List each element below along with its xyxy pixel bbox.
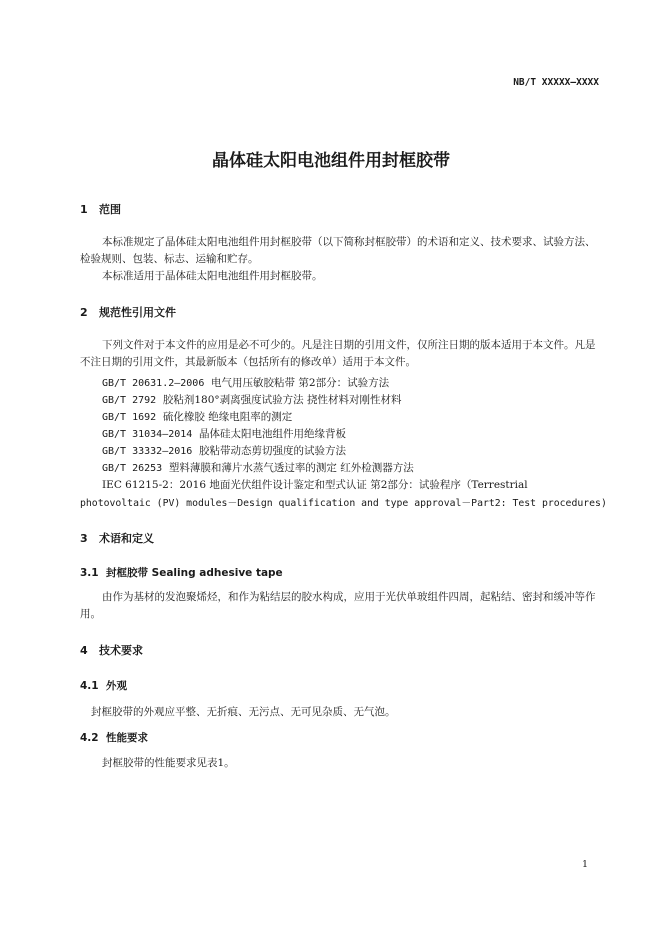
section-title: 技术要求 bbox=[99, 644, 143, 657]
subsection-title: 封框胶带 Sealing adhesive tape bbox=[106, 567, 283, 579]
standard-code: NB/T XXXXX—XXXX bbox=[513, 77, 599, 88]
subsection-number: 4.2 bbox=[80, 732, 99, 744]
subsection-3-1-heading bbox=[80, 565, 283, 580]
section-1-heading bbox=[80, 201, 121, 217]
section-title: 术语和定义 bbox=[99, 532, 154, 545]
section-number: 3 bbox=[80, 532, 88, 545]
subsection-title: 外观 bbox=[106, 680, 127, 692]
section-2-intro: 下列文件对于本文件的应用是必不可少的。凡是注日期的引用文件，仅所注日期的版本适用于本文件。凡是不注日期的引用文件，其最新版本（包括所有的修改单）适用于本文件。 bbox=[80, 339, 596, 368]
reference-item: GB/T 33332—2016 胶粘带动态剪切强度的试验方法 bbox=[102, 445, 346, 457]
subsection-number: 4.1 bbox=[80, 680, 99, 692]
section-number: 4 bbox=[80, 644, 88, 657]
subsection-4-2-body: 封框胶带的性能要求见表1。 bbox=[102, 757, 235, 769]
subsection-4-1-heading bbox=[80, 678, 127, 693]
section-4-heading bbox=[80, 642, 143, 658]
reference-item-iec-line-1: IEC 61215-2：2016 地面光伏组件设计鉴定和型式认证 第2部分：试验程序（Terrestrial bbox=[102, 479, 528, 491]
reference-item: GB/T 1692 硫化橡胶 绝缘电阻率的测定 bbox=[102, 411, 293, 423]
subsection-title: 性能要求 bbox=[106, 732, 148, 744]
document-title: 晶体硅太阳电池组件用封框胶带 bbox=[212, 151, 450, 171]
subsection-number: 3.1 bbox=[80, 567, 99, 579]
subsection-4-1-body: 封框胶带的外观应平整、无折痕、无污点、无可见杂质、无气泡。 bbox=[91, 706, 396, 718]
section-3-heading bbox=[80, 530, 154, 546]
page-number: 1 bbox=[581, 859, 588, 870]
reference-item: GB/T 20631.2—2006 电气用压敏胶粘带 第2部分：试验方法 bbox=[102, 377, 390, 389]
section-1-paragraph-1: 本标准规定了晶体硅太阳电池组件用封框胶带（以下简称封框胶带）的术语和定义、技术要求、试验方法、检验规则、包装、标志、运输和贮存。 bbox=[80, 236, 596, 265]
reference-item: GB/T 26253 塑料薄膜和薄片水蒸气透过率的测定 红外检测器方法 bbox=[102, 462, 414, 474]
section-2-heading bbox=[80, 304, 176, 320]
section-title: 规范性引用文件 bbox=[99, 306, 176, 319]
section-number: 1 bbox=[80, 203, 88, 216]
section-number: 2 bbox=[80, 306, 88, 319]
reference-item: GB/T 2792 胶粘剂180°剥离强度试验方法 挠性材料对刚性材料 bbox=[102, 394, 402, 406]
subsection-4-2-heading bbox=[80, 730, 148, 745]
subsection-3-1-body: 由作为基材的发泡聚烯烃，和作为粘结层的胶水构成，应用于光伏单玻组件四周，起粘结、密封和缓冲等作用。 bbox=[80, 591, 596, 620]
reference-item: GB/T 31034—2014 晶体硅太阳电池组件用绝缘背板 bbox=[102, 428, 346, 440]
section-1-paragraph-2: 本标准适用于晶体硅太阳电池组件用封框胶带。 bbox=[102, 270, 323, 282]
section-title: 范围 bbox=[99, 203, 121, 216]
reference-item-iec-line-2: photovoltaic (PV) modules－Design qualification and type approval－Part2: Test procedures) bbox=[80, 498, 607, 509]
